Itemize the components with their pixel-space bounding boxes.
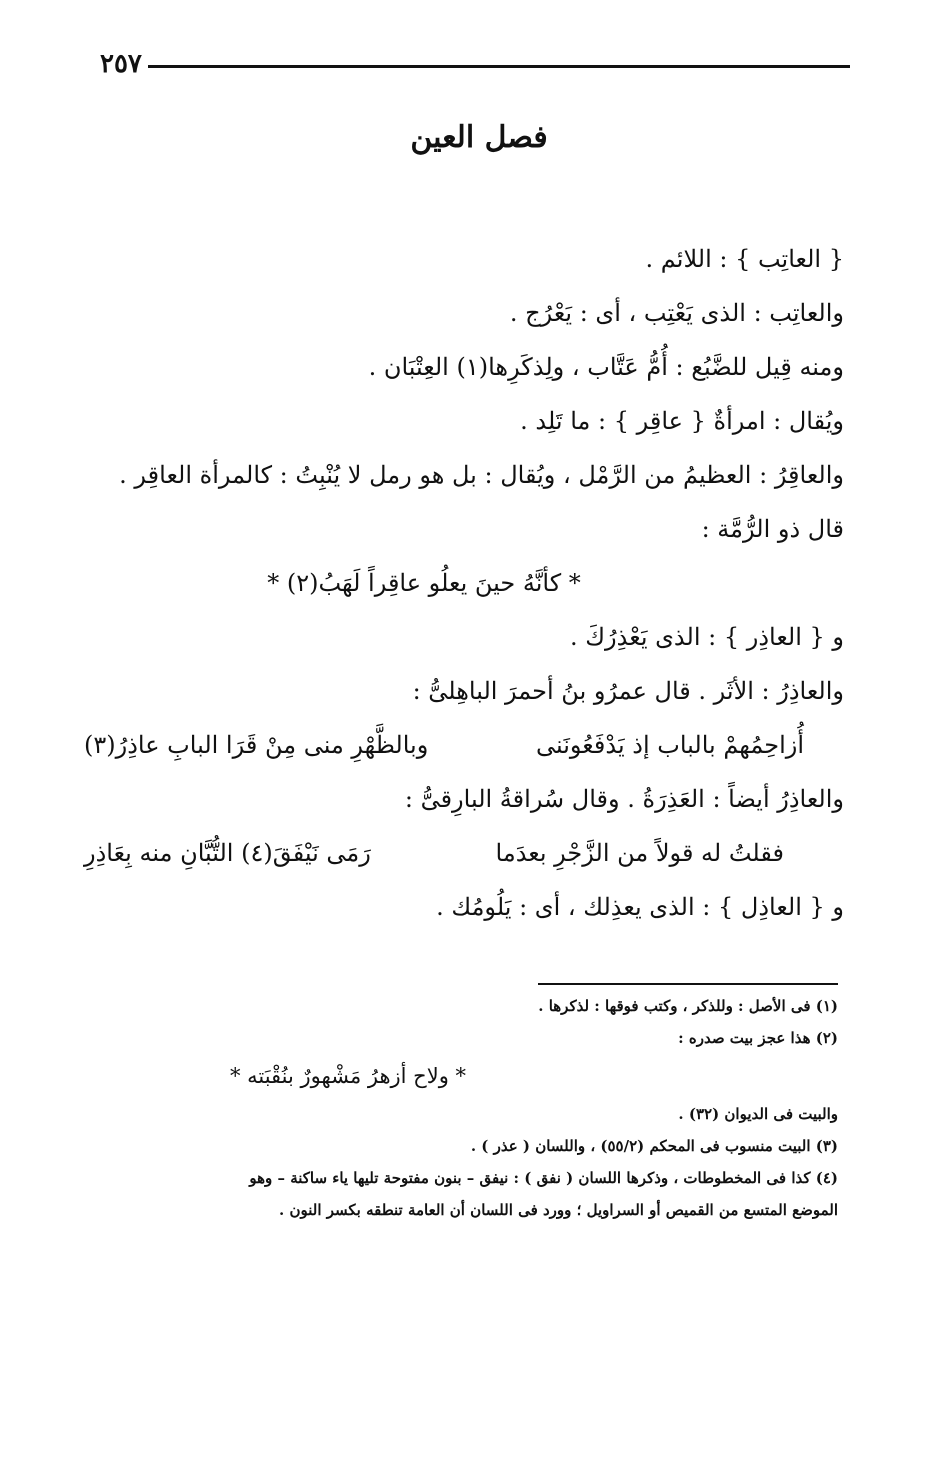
page-header	[100, 44, 850, 84]
entry-line: قال ذو الرُّمَّة :	[701, 515, 844, 543]
verse-second-hemistich: وبالظَّهْرِ منى مِنْ قَرَا البابِ عاذِرُ(٣)	[84, 731, 429, 759]
footnote-4-line-1: (٤) كذا فى المخطوطات ، وذكرها اللسان ( نفق ) : نيفق – بنون مفتوحة تليها ياء ساكنة – وهو	[249, 1169, 838, 1187]
header-rule	[148, 65, 850, 68]
verse-second-hemistich: رَمَى نَيْفَقَ(٤) التُّبَّانِ منه بِعَاذِرِ	[84, 839, 371, 867]
footnote-3: (٣) البيت منسوب فى المحكم (٥٥/٢) ، واللسان ( عذر ) .	[470, 1137, 838, 1155]
main-text	[84, 232, 844, 934]
footnote-2: (٢) هذا عجز بيت صدره :	[678, 1029, 838, 1047]
footnote-2-verse: * ولاح أزهرُ مَشْهورٌ بنُقْبَته *	[229, 1064, 467, 1088]
entry-line: والعاتِب : الذى يَعْتِب ، أى : يَعْرُج .	[509, 299, 844, 327]
verse-line	[84, 718, 844, 772]
footnotes	[38, 990, 838, 1226]
footnote-2-source: والبيت فى الديوان (٣٢) .	[678, 1105, 838, 1123]
verse-line	[84, 826, 844, 880]
entry-line: ويُقال : امرأةٌ { عاقِر } : ما تَلِد .	[520, 407, 844, 435]
verse-first-hemistich: فقلتُ له قولاً من الزَّجْرِ بعدَما	[495, 839, 784, 867]
entry-line: والعاذِرُ أيضاً : العَذِرَةُ . وقال سُراقةُ البارِقىُّ :	[404, 785, 844, 813]
entry-line: و { العاذِل } : الذى يعذِلك ، أى : يَلُومُك .	[436, 893, 844, 921]
footnote-4-line-2: الموضع المتسع من القميص أو السراويل ؛ وورد فى اللسان أن العامة تنطقه بكسر النون .	[279, 1201, 838, 1219]
verse-first-hemistich: أُزاحِمُهمْ بالباب إذ يَدْفَعُونَنى	[535, 731, 804, 759]
entry-line: { العاتِب } : اللائم .	[645, 245, 844, 273]
chapter-title: فصل العين	[410, 120, 548, 155]
entry-line: والعاذِرُ : الأثَر . قال عمرُو بنُ أحمرَ الباهِلىُّ :	[412, 677, 844, 705]
entry-line: و { العاذِر } : الذى يَعْذِرُكَ .	[570, 623, 844, 651]
entry-line: ومنه قِيل للضَّبُع : أُمُّ عَتَّاب ، ولِذكَرِها(١) العِتْبَان .	[368, 353, 844, 381]
verse-hemistich: * كأنَّهُ حينَ يعلُو عاقِراً لَهَبُ(٢) *	[267, 569, 581, 597]
footnote-rule	[538, 983, 838, 985]
entry-line: والعاقِرُ : العظيمُ من الرَّمْل ، ويُقال : بل هو رمل لا يُنْبِتُ : كالمرأة العاقِر .	[119, 461, 844, 489]
footnote-1: (١) فى الأصل : وللذكر ، وكتب فوقها : لذكرها .	[538, 997, 838, 1015]
page-number: ٢٥٧	[100, 49, 142, 79]
